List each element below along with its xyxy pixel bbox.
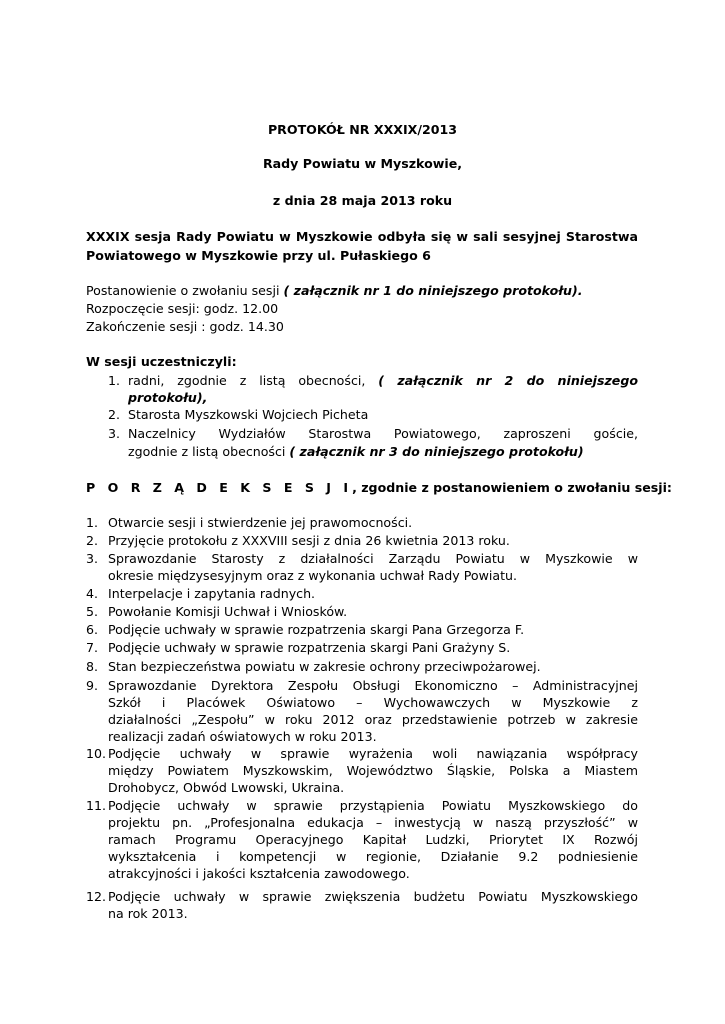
participant-text: Starosta Myszkowski Wojciech Picheta bbox=[128, 407, 369, 422]
participant-line bbox=[128, 372, 638, 389]
agenda-heading-rest: , zgodnie z postanowieniem o zwołaniu sesji: bbox=[352, 480, 672, 495]
participant-text-cont: zgodnie z listą obecności bbox=[128, 444, 290, 459]
session-start: Rozpoczęcie sesji: godz. 12.00 bbox=[86, 301, 279, 316]
session-end: Zakończenie sesji : godz. 14.30 bbox=[86, 319, 284, 334]
participant-text: radni, zgodnie z listą obecności, bbox=[128, 373, 379, 388]
agenda-item-line: między Powiatem Myszkowskim, Województwo Śląskie, Polska a Miastem bbox=[108, 763, 638, 778]
agenda-item-line: Podjęcie uchwały w sprawie przystąpienia Powiatu Myszkowskiego do bbox=[108, 798, 638, 813]
agenda-item-number: 5. bbox=[86, 604, 99, 619]
agenda-item-line: Podjęcie uchwały w sprawie zwiększenia budżetu Powiatu Myszkowskiego bbox=[108, 889, 638, 904]
participant-ref: ( załącznik nr 3 do niniejszego protokołu) bbox=[289, 444, 584, 459]
agenda-item-line: projektu pn. „Profesjonalna edukacja – inwestycją w naszą przyszłość” w bbox=[108, 815, 638, 830]
participant-number: 2. bbox=[108, 407, 121, 422]
agenda-item-number: 11. bbox=[86, 798, 107, 813]
participant-line bbox=[128, 443, 584, 460]
agenda-item-line: Powołanie Komisji Uchwał i Wniosków. bbox=[108, 604, 348, 619]
agenda-item-number: 1. bbox=[86, 515, 99, 530]
agenda-item-number: 10. bbox=[86, 746, 107, 761]
session-line-1: XXXIX sesja Rady Powiatu w Myszkowie odbyła się w sali sesyjnej Starostwa bbox=[86, 229, 638, 244]
session-line-2: Powiatowego w Myszkowie przy ul. Pułaskiego 6 bbox=[86, 248, 431, 263]
agenda-item-line: atrakcyjności i jakości kształcenia zawodowego. bbox=[108, 866, 410, 881]
participant-text: Naczelnicy Wydziałów Starostwa Powiatowego, zaproszeni goście, bbox=[128, 426, 638, 441]
notice-line bbox=[86, 282, 583, 299]
participant-ref: ( załącznik nr 2 do niniejszego bbox=[378, 373, 639, 388]
agenda-item-line: Podjęcie uchwały w sprawie rozpatrzenia skargi Pani Grażyny S. bbox=[108, 640, 511, 655]
participants-heading: W sesji uczestniczyli: bbox=[86, 354, 237, 369]
agenda-item-line: na rok 2013. bbox=[108, 906, 188, 921]
agenda-item-line: Sprawozdanie Dyrektora Zespołu Obsługi Ekonomiczno – Administracyjnej bbox=[108, 678, 638, 693]
agenda-item-number: 7. bbox=[86, 640, 99, 655]
participant-number: 1. bbox=[108, 373, 121, 388]
agenda-item-line: Sprawozdanie Starosty z działalności Zarządu Powiatu w Myszkowie w bbox=[108, 551, 638, 566]
agenda-item-line: wykształcenia i kompetencji w regionie, Działanie 9.2 podniesienie bbox=[108, 849, 638, 864]
agenda-item-line: ramach Programu Operacyjnego Kapitał Ludzki, Priorytet IX Rozwój bbox=[108, 832, 638, 847]
agenda-item-number: 8. bbox=[86, 659, 99, 674]
agenda-item-line: Podjęcie uchwały w sprawie rozpatrzenia skargi Pana Grzegorza F. bbox=[108, 622, 525, 637]
agenda-item-number: 4. bbox=[86, 586, 99, 601]
agenda-item-line: działalności „Zespołu” w roku 2012 oraz przedstawienie potrzeb w zakresie bbox=[108, 712, 638, 727]
agenda-heading-spaced: P O R Z Ą D E K S E S J I bbox=[86, 480, 353, 495]
agenda-item-line: Drohobycz, Obwód Lwowski, Ukraina. bbox=[108, 780, 345, 795]
agenda-item-number: 2. bbox=[86, 533, 99, 548]
agenda-item-line: Szkół i Placówek Oświatowo – Wychowawczych w Myszkowie z bbox=[108, 695, 638, 710]
participant-ref-cont: protokołu), bbox=[128, 390, 208, 405]
agenda-item-number: 6. bbox=[86, 622, 99, 637]
protocol-title: PROTOKÓŁ NR XXXIX/2013 bbox=[267, 122, 458, 137]
agenda-item-line: Stan bezpieczeństwa powiatu w zakresie ochrony przeciwpożarowej. bbox=[108, 659, 541, 674]
agenda-item-line: okresie międzysesyjnym oraz z wykonania uchwał Rady Powiatu. bbox=[108, 568, 518, 583]
participant-number: 3. bbox=[108, 426, 121, 441]
agenda-item-line: Podjęcie uchwały w sprawie wyrażenia woli nawiązania współpracy bbox=[108, 746, 638, 761]
notice-prefix: Postanowienie o zwołaniu sesji bbox=[86, 283, 284, 298]
council-name: Rady Powiatu w Myszkowie, bbox=[262, 156, 463, 171]
notice-ref: ( załącznik nr 1 do niniejszego protokołu). bbox=[283, 283, 583, 298]
agenda-item-number: 12. bbox=[86, 889, 107, 904]
agenda-item-number: 9. bbox=[86, 678, 99, 693]
agenda-item-line: Przyjęcie protokołu z XXXVIII sesji z dnia 26 kwietnia 2013 roku. bbox=[108, 533, 510, 548]
agenda-item-line: realizacji zadań oświatowych w roku 2013. bbox=[108, 729, 377, 744]
agenda-heading bbox=[86, 479, 672, 496]
protocol-date: z dnia 28 maja 2013 roku bbox=[272, 193, 453, 208]
agenda-item-number: 3. bbox=[86, 551, 99, 566]
agenda-item-line: Interpelacje i zapytania radnych. bbox=[108, 586, 316, 601]
agenda-item-line: Otwarcie sesji i stwierdzenie jej prawomocności. bbox=[108, 515, 413, 530]
